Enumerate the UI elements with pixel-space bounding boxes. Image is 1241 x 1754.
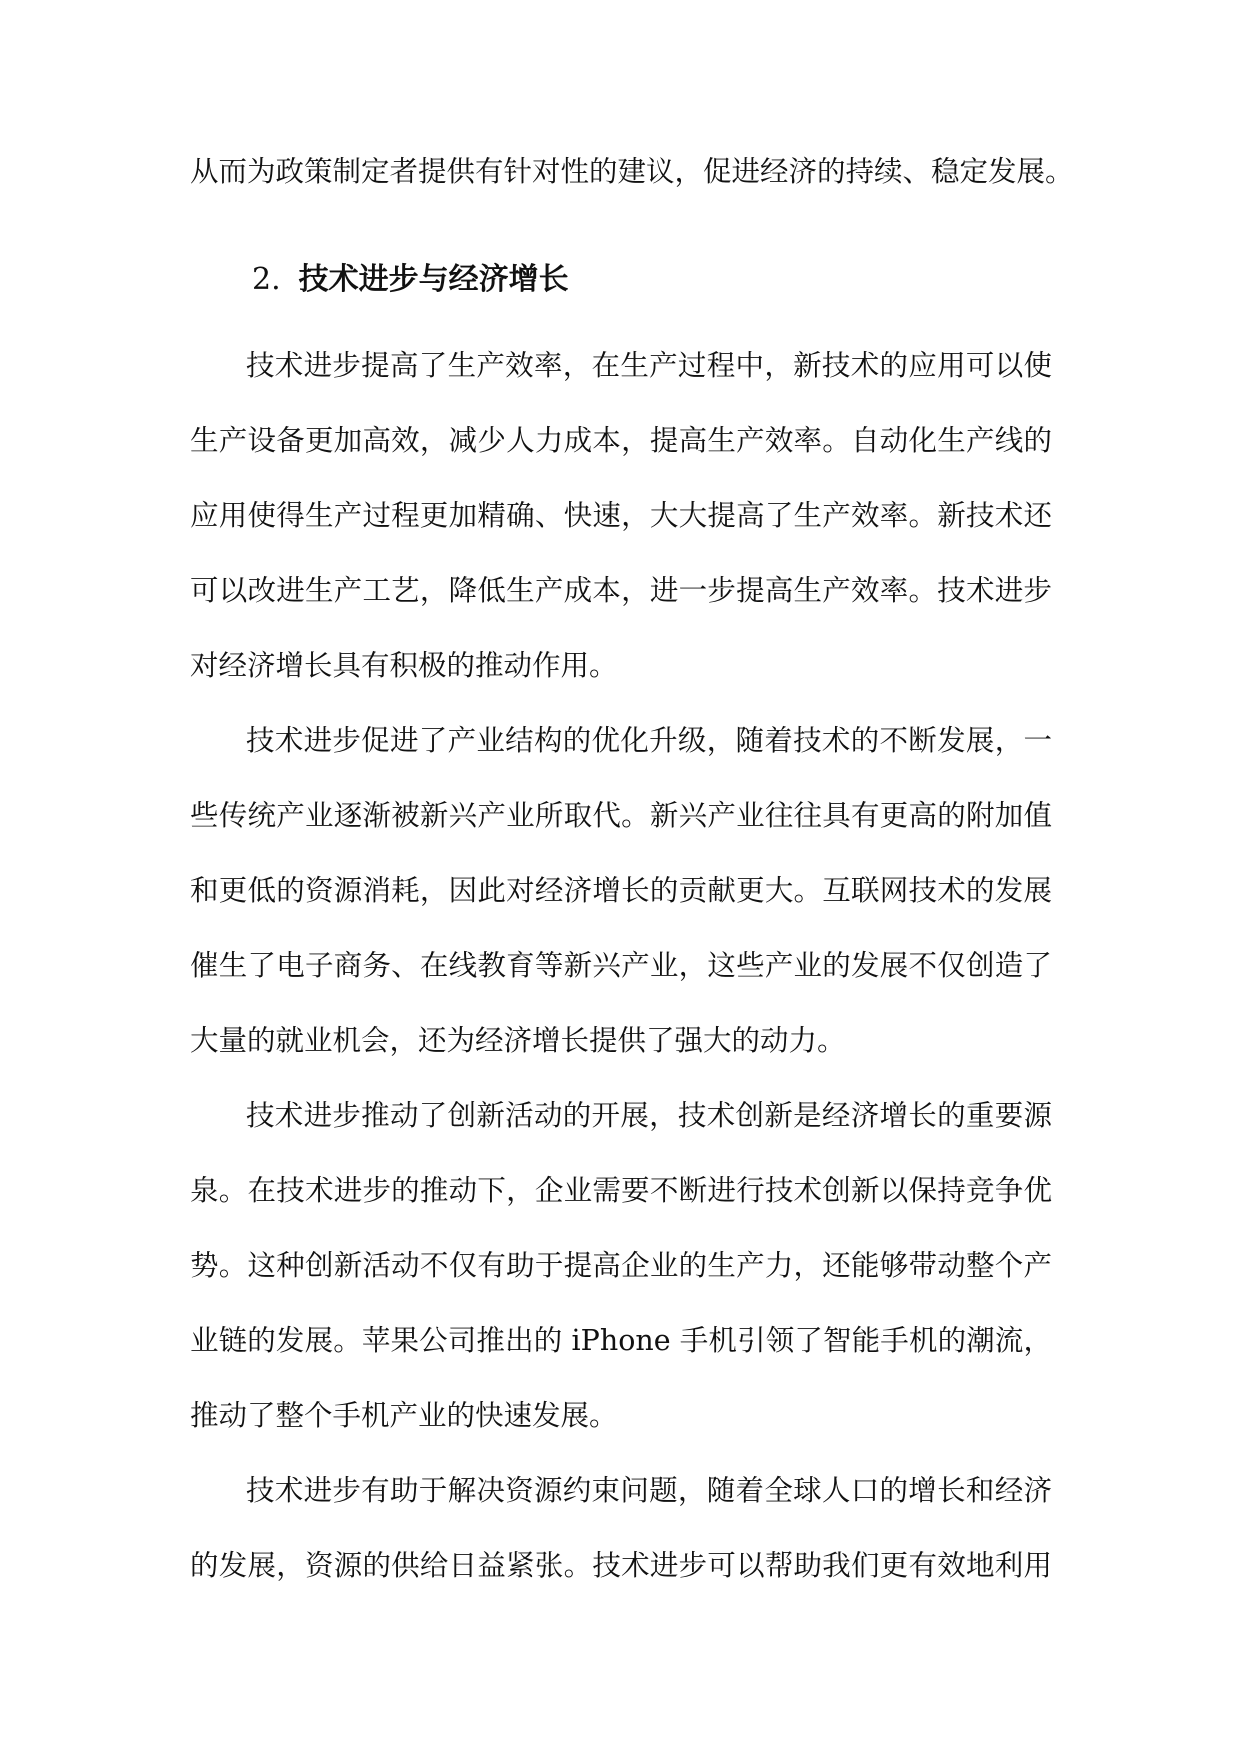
paragraph-line: 大量的就业机会，还为经济增长提供了强大的动力。 (190, 1024, 846, 1057)
paragraph-line: 势。这种创新活动不仅有助于提高企业的生产力，还能够带动整个产 (190, 1249, 1052, 1282)
paragraph-line: 和更低的资源消耗，因此对经济增长的贡献更大。互联网技术的发展 (190, 874, 1052, 907)
paragraph-line: 对经济增长具有积极的推动作用。 (190, 649, 618, 682)
section-number: 2. (252, 262, 281, 297)
paragraph-line: 技术进步促进了产业结构的优化升级，随着技术的不断发展，一 (246, 724, 1052, 757)
paragraph-line: 技术进步推动了创新活动的开展，技术创新是经济增长的重要源 (246, 1099, 1052, 1132)
paragraph-line: 泉。在技术进步的推动下，企业需要不断进行技术创新以保持竞争优 (190, 1174, 1052, 1207)
paragraph-line: 推动了整个手机产业的快速发展。 (190, 1399, 618, 1432)
paragraph-line: 的发展，资源的供给日益紧张。技术进步可以帮助我们更有效地利用 (190, 1549, 1052, 1582)
paragraph-line: 业链的发展。苹果公司推出的 iPhone 手机引领了智能手机的潮流， (190, 1324, 1052, 1357)
section-title: 技术进步与经济增长 (298, 262, 569, 297)
paragraph-line: 应用使得生产过程更加精确、快速，大大提高了生产效率。新技术还 (190, 499, 1052, 532)
intro-line: 从而为政策制定者提供有针对性的建议，促进经济的持续、稳定发展。 (190, 155, 1074, 188)
paragraph-line: 技术进步有助于解决资源约束问题，随着全球人口的增长和经济 (246, 1474, 1052, 1507)
paragraph-line: 些传统产业逐渐被新兴产业所取代。新兴产业往往具有更高的附加值 (190, 799, 1052, 832)
paragraph-line: 技术进步提高了生产效率，在生产过程中，新技术的应用可以使 (246, 349, 1052, 382)
paragraph-line: 可以改进生产工艺，降低生产成本，进一步提高生产效率。技术进步 (190, 574, 1052, 607)
paragraph-line: 生产设备更加高效，减少人力成本，提高生产效率。自动化生产线的 (190, 424, 1052, 457)
section-heading (252, 258, 569, 302)
paragraph-line: 催生了电子商务、在线教育等新兴产业，这些产业的发展不仅创造了 (190, 949, 1052, 982)
